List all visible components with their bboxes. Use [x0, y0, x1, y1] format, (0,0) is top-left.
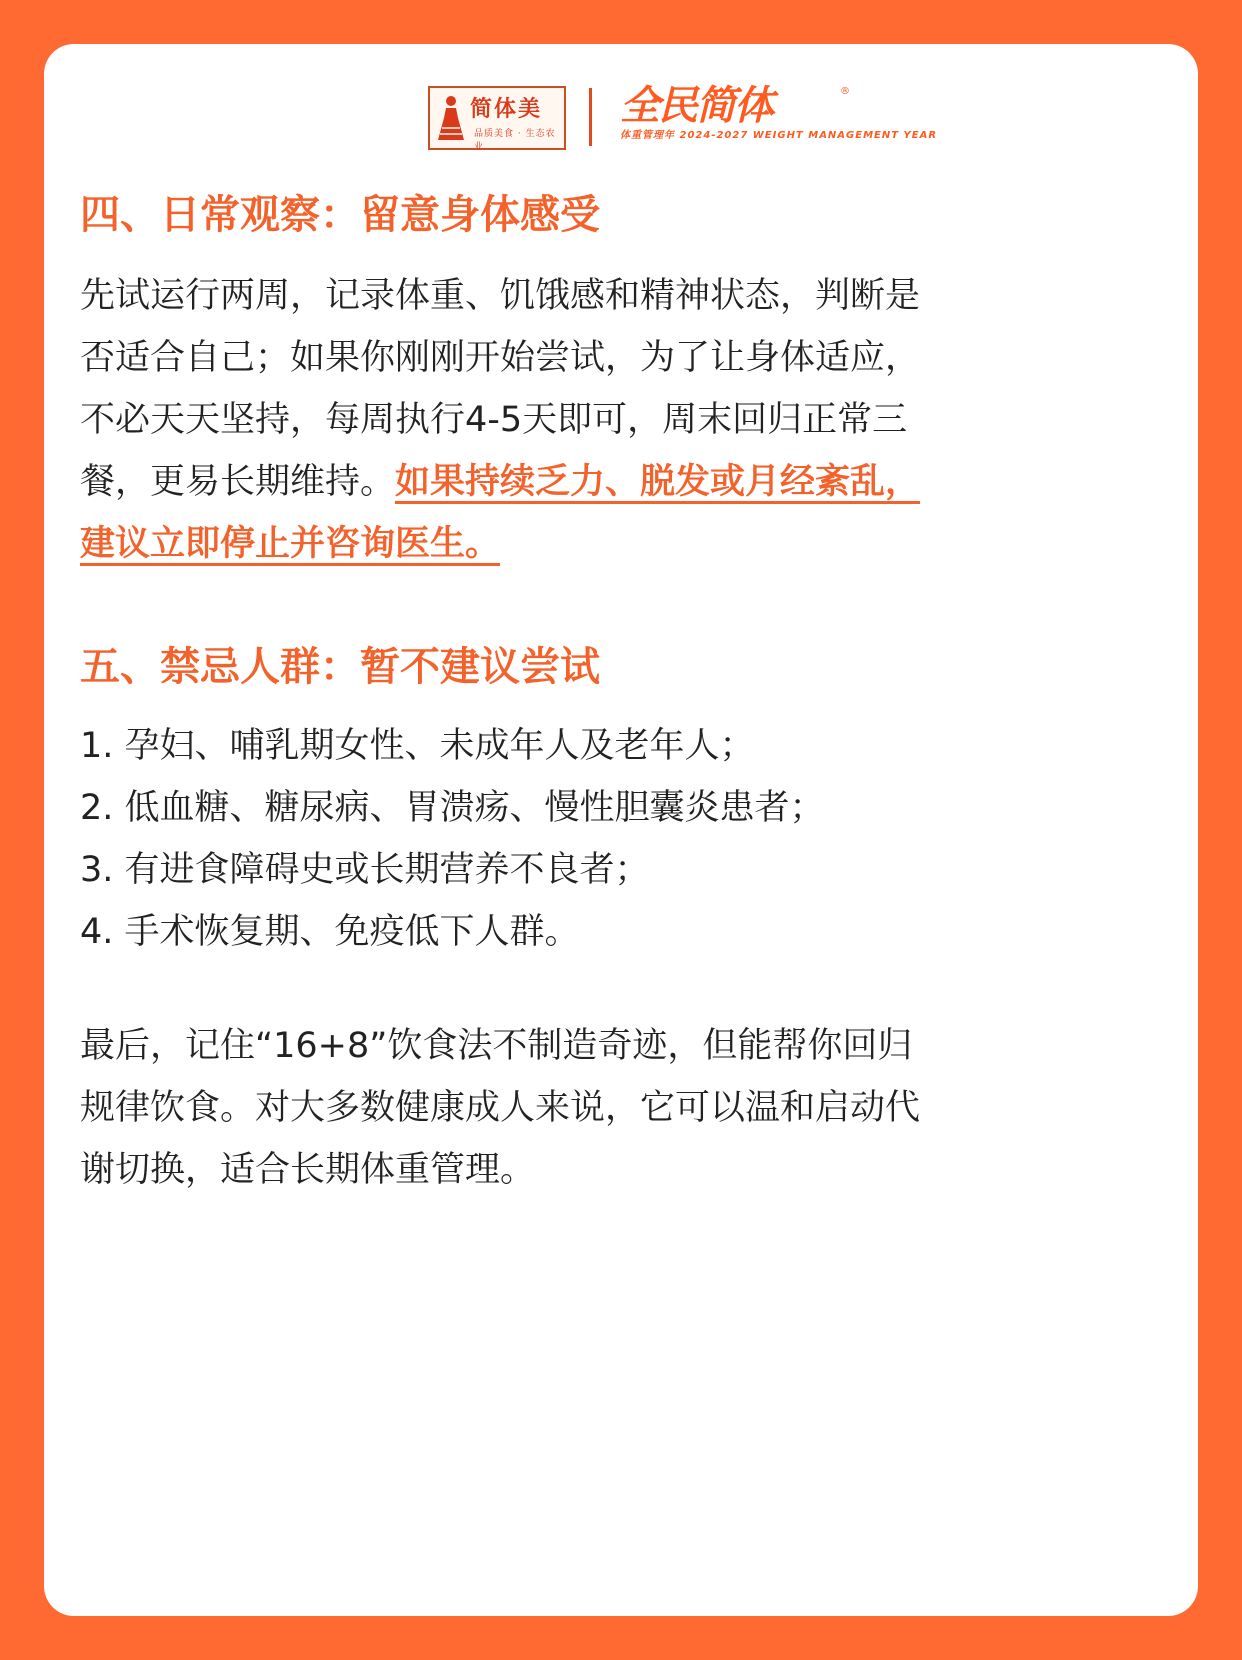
contraindication-list — [80, 715, 825, 963]
list-item: 1. 孕妇、哺乳期女性、未成年人及老年人； — [80, 726, 755, 766]
closing-line-1: 最后，记住“16+8”饮食法不制造奇迹，但能帮你回归 — [80, 1026, 913, 1066]
section4-body — [80, 265, 1170, 575]
section5-title: 五、禁忌人群：暂不建议尝试 — [80, 644, 600, 690]
jiantimei-tagline: 品质美食 · 生态农业 — [474, 129, 556, 152]
closing-line-2: 规律饮食。对大多数健康成人来说，它可以温和启动代 — [80, 1088, 921, 1128]
quanmin-jianti-subtitle: 体重管理年 2024-2027 WEIGHT MANAGEMENT YEAR — [620, 130, 938, 141]
closing-line-3: 谢切换，适合长期体重管理。 — [80, 1150, 536, 1190]
list-item: 3. 有进食障碍史或长期营养不良者； — [80, 850, 650, 890]
registered-mark: ® — [840, 86, 850, 97]
quanmin-jianti-name: 全民简体 — [620, 83, 772, 129]
list-item: 4. 手术恢复期、免疫低下人群。 — [80, 912, 580, 952]
logo-divider — [589, 88, 592, 146]
section4-line-3: 不必天天坚持，每周执行4-5天即可，周末回归正常三 — [80, 400, 908, 440]
dress-icon — [436, 94, 466, 142]
warning-text-1: 如果持续乏力、脱发或月经紊乱， — [395, 462, 921, 502]
jiantimei-logo — [428, 86, 566, 150]
quanmin-jianti-logo — [620, 84, 937, 141]
section4-title: 四、日常观察：留意身体感受 — [80, 192, 600, 238]
content-card — [44, 44, 1198, 1616]
closing-paragraph — [80, 1015, 1170, 1201]
list-item: 2. 低血糖、糖尿病、胃溃疡、慢性胆囊炎患者； — [80, 788, 825, 828]
logo-header — [44, 84, 1198, 164]
warning-text-2: 建议立即停止并咨询医生。 — [80, 524, 501, 564]
section4-line-2: 否适合自己；如果你刚刚开始尝试，为了让身体适应， — [80, 338, 921, 378]
section4-line-4: 餐，更易长期维持。 — [80, 462, 396, 502]
jiantimei-brand-name: 简体美 — [470, 96, 543, 122]
section4-line-1: 先试运行两周，记录体重、饥饿感和精神状态，判断是 — [80, 276, 921, 316]
